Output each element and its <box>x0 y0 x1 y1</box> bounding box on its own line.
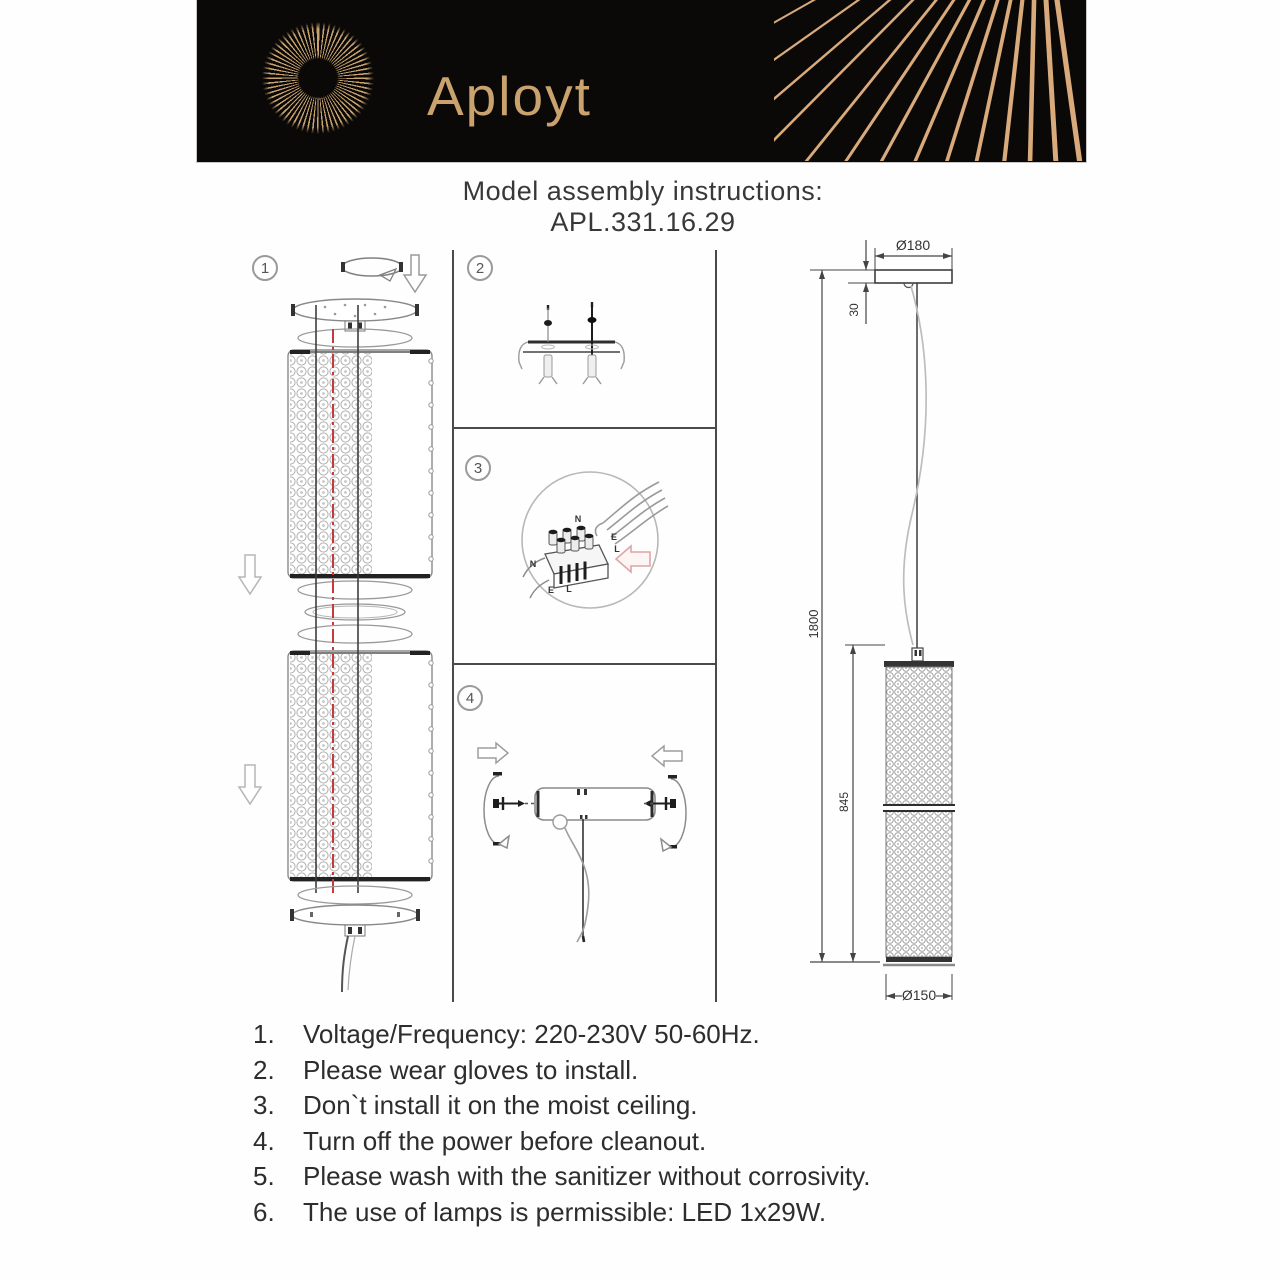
list-item <box>253 1088 1083 1124</box>
upper-shade <box>288 350 433 578</box>
label-n-left: N <box>529 559 537 569</box>
step-3-number: 3 <box>473 459 483 477</box>
label-e-bottom: E <box>547 585 555 595</box>
dim-body-diameter: Ø150 <box>901 987 937 1003</box>
step3-wiring-diagram <box>453 428 716 664</box>
item-text: Please wash with the sanitizer without corrosivity. <box>303 1161 871 1192</box>
brand-banner <box>196 0 1087 163</box>
lower-shade <box>288 651 433 881</box>
right-arrow-icon <box>478 743 508 763</box>
list-item <box>253 1017 1083 1053</box>
instruction-list <box>253 1017 1083 1231</box>
rotate-icon <box>661 775 686 851</box>
item-number: 4. <box>253 1125 275 1156</box>
page-title: Model assembly instructions: <box>462 176 824 206</box>
item-text: Please wear gloves to install. <box>303 1054 639 1085</box>
item-number: 5. <box>253 1161 275 1192</box>
left-arrow-icon <box>652 746 682 766</box>
insert-arrow-icon <box>616 546 650 572</box>
brand-wordmark: Aployt <box>427 65 592 127</box>
screw-icon <box>493 797 535 810</box>
step-1-number: 1 <box>260 259 270 277</box>
list-item <box>253 1124 1083 1160</box>
sunburst-logo-icon <box>260 20 376 136</box>
rotate-icon <box>341 258 403 281</box>
dim-body-height: 845 <box>837 791 851 813</box>
dim-canopy-height: 30 <box>847 303 861 317</box>
item-number: 2. <box>253 1054 275 1085</box>
dim-total-height: 1800 <box>806 609 821 639</box>
item-number: 6. <box>253 1196 275 1227</box>
label-e-right: E <box>610 532 618 542</box>
item-number: 1. <box>253 1019 275 1049</box>
list-item <box>253 1195 1083 1231</box>
screw-icon <box>539 305 557 384</box>
step2-bracket-diagram <box>453 250 716 427</box>
dim-canopy-diameter: Ø180 <box>895 237 931 253</box>
label-l-bottom: L <box>566 584 572 594</box>
list-item <box>253 1053 1083 1089</box>
label-l-right: L <box>614 544 620 554</box>
label-n-top: N <box>574 514 582 524</box>
dimension-drawing <box>790 232 1090 1010</box>
item-text: Voltage/Frequency: 220-230V 50-60Hz. <box>303 1019 760 1049</box>
item-number: 3. <box>253 1090 275 1121</box>
item-text: The use of lamps is permissible: LED 1x29W. <box>303 1196 827 1227</box>
item-text: Don`t install it on the moist ceiling. <box>303 1090 698 1121</box>
down-arrow-icon <box>239 765 261 804</box>
step4-canopy-diagram <box>453 664 716 1005</box>
down-arrow-icon <box>404 255 426 292</box>
model-number: APL.331.16.29 <box>550 207 736 237</box>
step-4-number: 4 <box>465 689 475 707</box>
list-item <box>253 1159 1083 1195</box>
step1-exploded-diagram <box>230 245 450 1005</box>
step-2-number: 2 <box>475 259 485 277</box>
decorative-rays-icon <box>774 0 1086 161</box>
rotate-icon <box>484 772 509 848</box>
item-text: Turn off the power before cleanout. <box>303 1125 707 1156</box>
down-arrow-icon <box>239 555 261 594</box>
